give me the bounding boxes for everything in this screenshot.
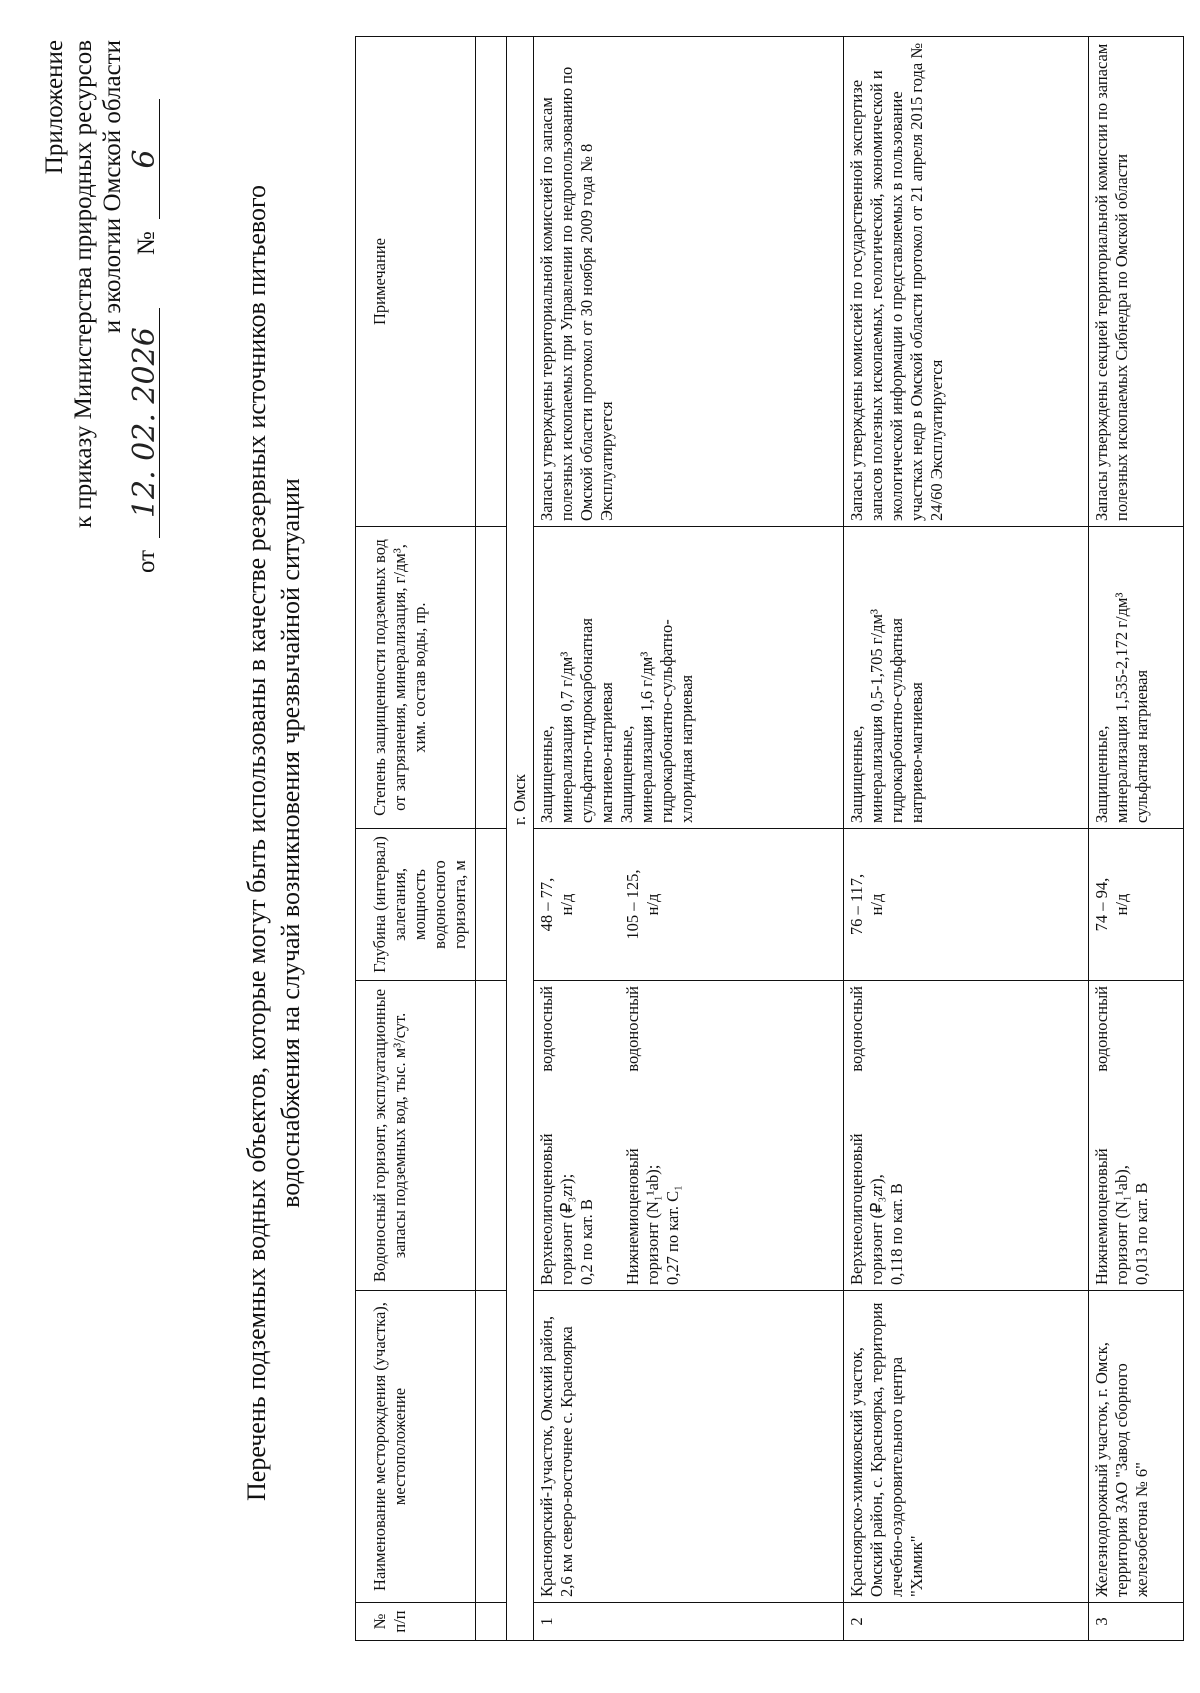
chemical-composition: магниево-натриевая [597, 682, 616, 823]
deposit-name: Железнодорожный участок, г. Омск, территория ЗАО "Завод сборного железобетона № 6" [1089, 1291, 1184, 1603]
header-depth: Глубина (интервал) залегания, мощность водоносного горизонта, м [356, 829, 476, 981]
note-cell: Запасы утверждены комиссией по государственной экспертизе запасов полезных ископаемых, геологической, экономической и экологической информации о представляемых в пользование участках недр в Омской области протокол от 21 апреля 2015 года № 24/60 Эксплуатируется [844, 37, 1089, 527]
header-protection: Степень защищенности подземных вод от загрязнения, минерализация, г/дм³, хим. состав воды, пр. [356, 527, 476, 829]
table-row [844, 37, 1089, 1641]
horizon-index: горизонт (N₁¹ab), [1112, 1165, 1131, 1285]
header-name: Наименование месторождения (участка), местоположение [356, 1291, 476, 1603]
horizon-index: горизонт (N₁¹ab); [643, 1164, 662, 1285]
depth-thickness: н/д [643, 893, 662, 916]
mineralization: минерализация 0,5-1,705 г/дм³ [867, 609, 886, 823]
deposit-name: Красноярско-химиковский участок, Омский район, с. Красноярка, территория лечебно-оздоровительного центра "Химик" [844, 1291, 1089, 1603]
row-number: 1 [534, 1603, 844, 1641]
water-objects-table [355, 36, 1184, 1641]
horizon-name: Нижнемиоценовый [623, 1148, 642, 1285]
depth-interval: 76 – 117, [847, 873, 866, 936]
horizon-index: горизонт (₽₃zr), [867, 1174, 886, 1285]
horizon-reserves: 0,013 по кат. В [1132, 1182, 1151, 1285]
protection-cell [844, 527, 1089, 829]
chemical-composition: натриево-магниевая [907, 682, 926, 823]
appendix-label: Приложение [41, 40, 68, 175]
horizon-cell [534, 981, 844, 1291]
horizon-type: водоносный [623, 986, 642, 1072]
note-cell: Запасы утверждены секцией территориальной комиссии по запасам полезных ископаемых Сибнедра по Омской области [1089, 37, 1184, 527]
section-row [507, 37, 534, 1641]
title-line-2: водоснабжения на случай возникновения чрезвычайной ситуации [276, 478, 305, 1208]
order-reference-line2: и экологии Омской области [99, 40, 126, 334]
order-number: 6 [130, 99, 160, 219]
table-row [1089, 37, 1184, 1641]
depth-interval: 105 – 125, [623, 869, 642, 940]
depth-cell [1089, 829, 1184, 981]
number-prefix: № [133, 231, 160, 256]
order-date-number [127, 40, 162, 573]
depth-thickness: н/д [867, 893, 886, 916]
deposit-name: Красноярский-1участок, Омский район, 2,6 км северо-восточнее с. Красноярка [534, 1291, 844, 1603]
mineralization: минерализация 1,535-2,172 г/дм³ [1112, 592, 1131, 823]
title-line-1: Перечень подземных водных объектов, которые могут быть использованы в качестве резервных источников питьевого [242, 185, 271, 1501]
mineralization: минерализация 0,7 г/дм³ [557, 651, 576, 823]
header-num: № п/п [356, 1603, 476, 1641]
protection-cell [1089, 527, 1184, 829]
table-header-row [356, 37, 476, 1641]
protection-cell [534, 527, 844, 829]
depth-cell [844, 829, 1089, 981]
date-prefix: от [133, 549, 160, 573]
horizon-reserves: 0,118 по кат. В [887, 1183, 906, 1285]
chemical-composition: гидрокарбонатно-сульфатная [887, 618, 906, 823]
depth-thickness: н/д [557, 893, 576, 916]
depth-interval: 74 – 94, [1092, 877, 1111, 932]
protection-degree: Защищенные, [847, 725, 866, 823]
protection-degree: Защищенные, [617, 725, 636, 823]
horizon-name: Верхнеолигоценовый [537, 1133, 556, 1285]
depth-interval: 48 – 77, [537, 877, 556, 932]
horizon-type: водоносный [1092, 986, 1111, 1072]
header-horizon: Водоносный горизонт, эксплуатационные запасы подземных вод, тыс. м³/сут. [356, 981, 476, 1291]
horizon-name: Нижнемиоценовый [1092, 1148, 1111, 1285]
header-note: Примечание [356, 37, 476, 527]
column-number-row [476, 37, 507, 1641]
horizon-reserves: 0,27 по кат. C₁ [663, 1185, 682, 1285]
order-date: 12. 02. 2026 [130, 308, 160, 538]
row-number: 2 [844, 1603, 1089, 1641]
horizon-type: водоносный [847, 986, 866, 1072]
horizon-index: горизонт (₽₃zr); [557, 1173, 576, 1285]
mineralization: минерализация 1,6 г/дм³ [637, 651, 656, 823]
order-reference-line1: к приказу Министерства природных ресурсов [70, 40, 97, 529]
note-cell: Запасы утверждены территориальной комиссией по запасам полезных ископаемых при Управлении по недропользованию по Омской области протокол от 30 ноября 2009 года № 8 Эксплуатируется [534, 37, 844, 527]
horizon-name: Верхнеолигоценовый [847, 1133, 866, 1285]
appendix-header [40, 40, 127, 528]
chemical-composition: сульфатная натриевая [1132, 669, 1151, 823]
section-city-label: г. Омск [510, 774, 529, 825]
depth-cell [534, 829, 844, 981]
horizon-cell [1089, 981, 1184, 1291]
protection-degree: Защищенные, [537, 725, 556, 823]
chemical-composition: сульфатно-гидрокарбонатная [577, 618, 596, 823]
depth-thickness: н/д [1112, 893, 1131, 916]
chemical-composition: гидрокарбонатно-сульфатно- [657, 619, 676, 823]
horizon-type: водоносный [537, 986, 556, 1072]
protection-degree: Защищенные, [1092, 725, 1111, 823]
horizon-reserves: 0,2 по кат. В [577, 1199, 596, 1285]
horizon-cell [844, 981, 1089, 1291]
table-row [534, 37, 844, 1641]
chemical-composition: хлоридная натриевая [677, 674, 696, 823]
document-title [240, 53, 308, 1633]
row-number: 3 [1089, 1603, 1184, 1641]
